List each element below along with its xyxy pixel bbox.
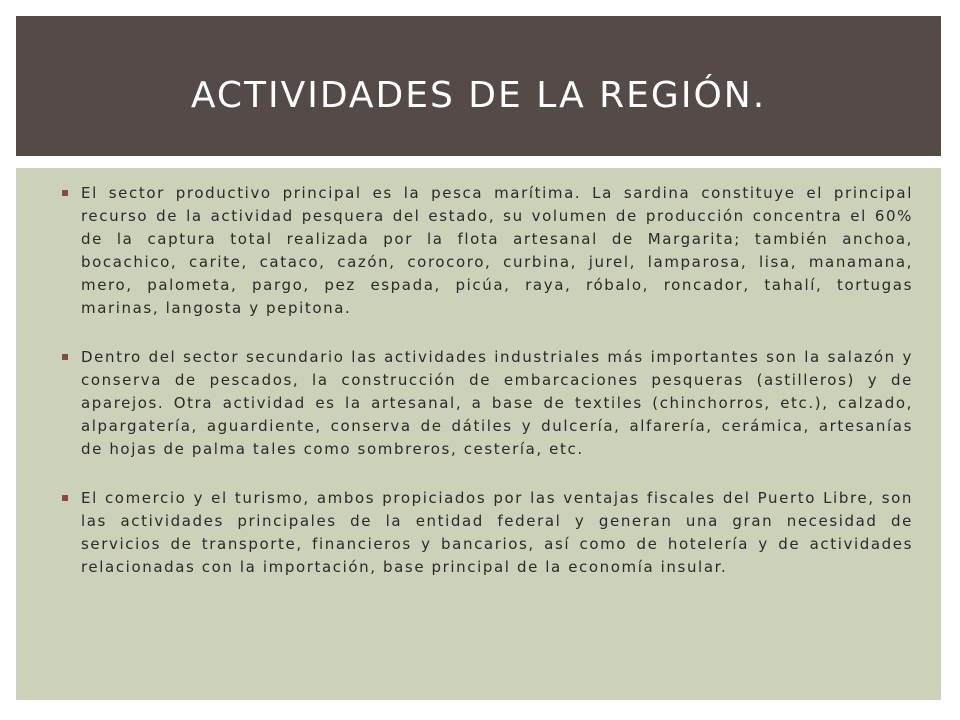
bullet-text: El comercio y el turismo, ambos propiciados por las ventajas fiscales del Puerto Libre, son las actividades principales de la entidad federal y generan una gran necesidad de servicios de transporte, financieros y bancarios, así como de hotelería y de actividades relacionadas con la importación, base principal de la economía insular.: [81, 489, 913, 576]
bullet-list: [16, 168, 941, 579]
bullet-text: Dentro del sector secundario las actividades industriales más importantes son la salazón y conserva de pescados, la construcción de embarcaciones pesqueras (astilleros) y de aparejos. Otra actividad es la artesanal, a base de textiles (chinchorros, etc.), calzado, alpargatería, aguardiente, conserva de dátiles y dulcería, alfarería, cerámica, artesanías de hojas de palma tales como sombreros, cestería, etc.: [81, 348, 913, 458]
bullet-text: El sector productivo principal es la pesca marítima. La sardina constituye el principal recurso de la actividad pesquera del estado, su volumen de producción concentra el 60% de la captura total realizada por la flota artesanal de Margarita; también anchoa, bocachico, carite, cataco, cazón, corocoro, curbina, jurel, lamparosa, lisa, manamana, mero, palometa, pargo, pez espada, picúa, raya, róbalo, roncador, tahalí, tortugas marinas, langosta y pepitona.: [81, 184, 913, 317]
square-bullet-icon: [62, 354, 68, 360]
square-bullet-icon: [62, 495, 68, 501]
bullet-item: [62, 487, 913, 579]
slide-title: ACTIVIDADES DE LA REGIÓN.: [190, 74, 767, 116]
square-bullet-icon: [62, 190, 68, 196]
bullet-item: [62, 182, 913, 320]
title-bar: [16, 16, 941, 156]
content-area: [16, 168, 941, 700]
bullet-item: [62, 346, 913, 461]
